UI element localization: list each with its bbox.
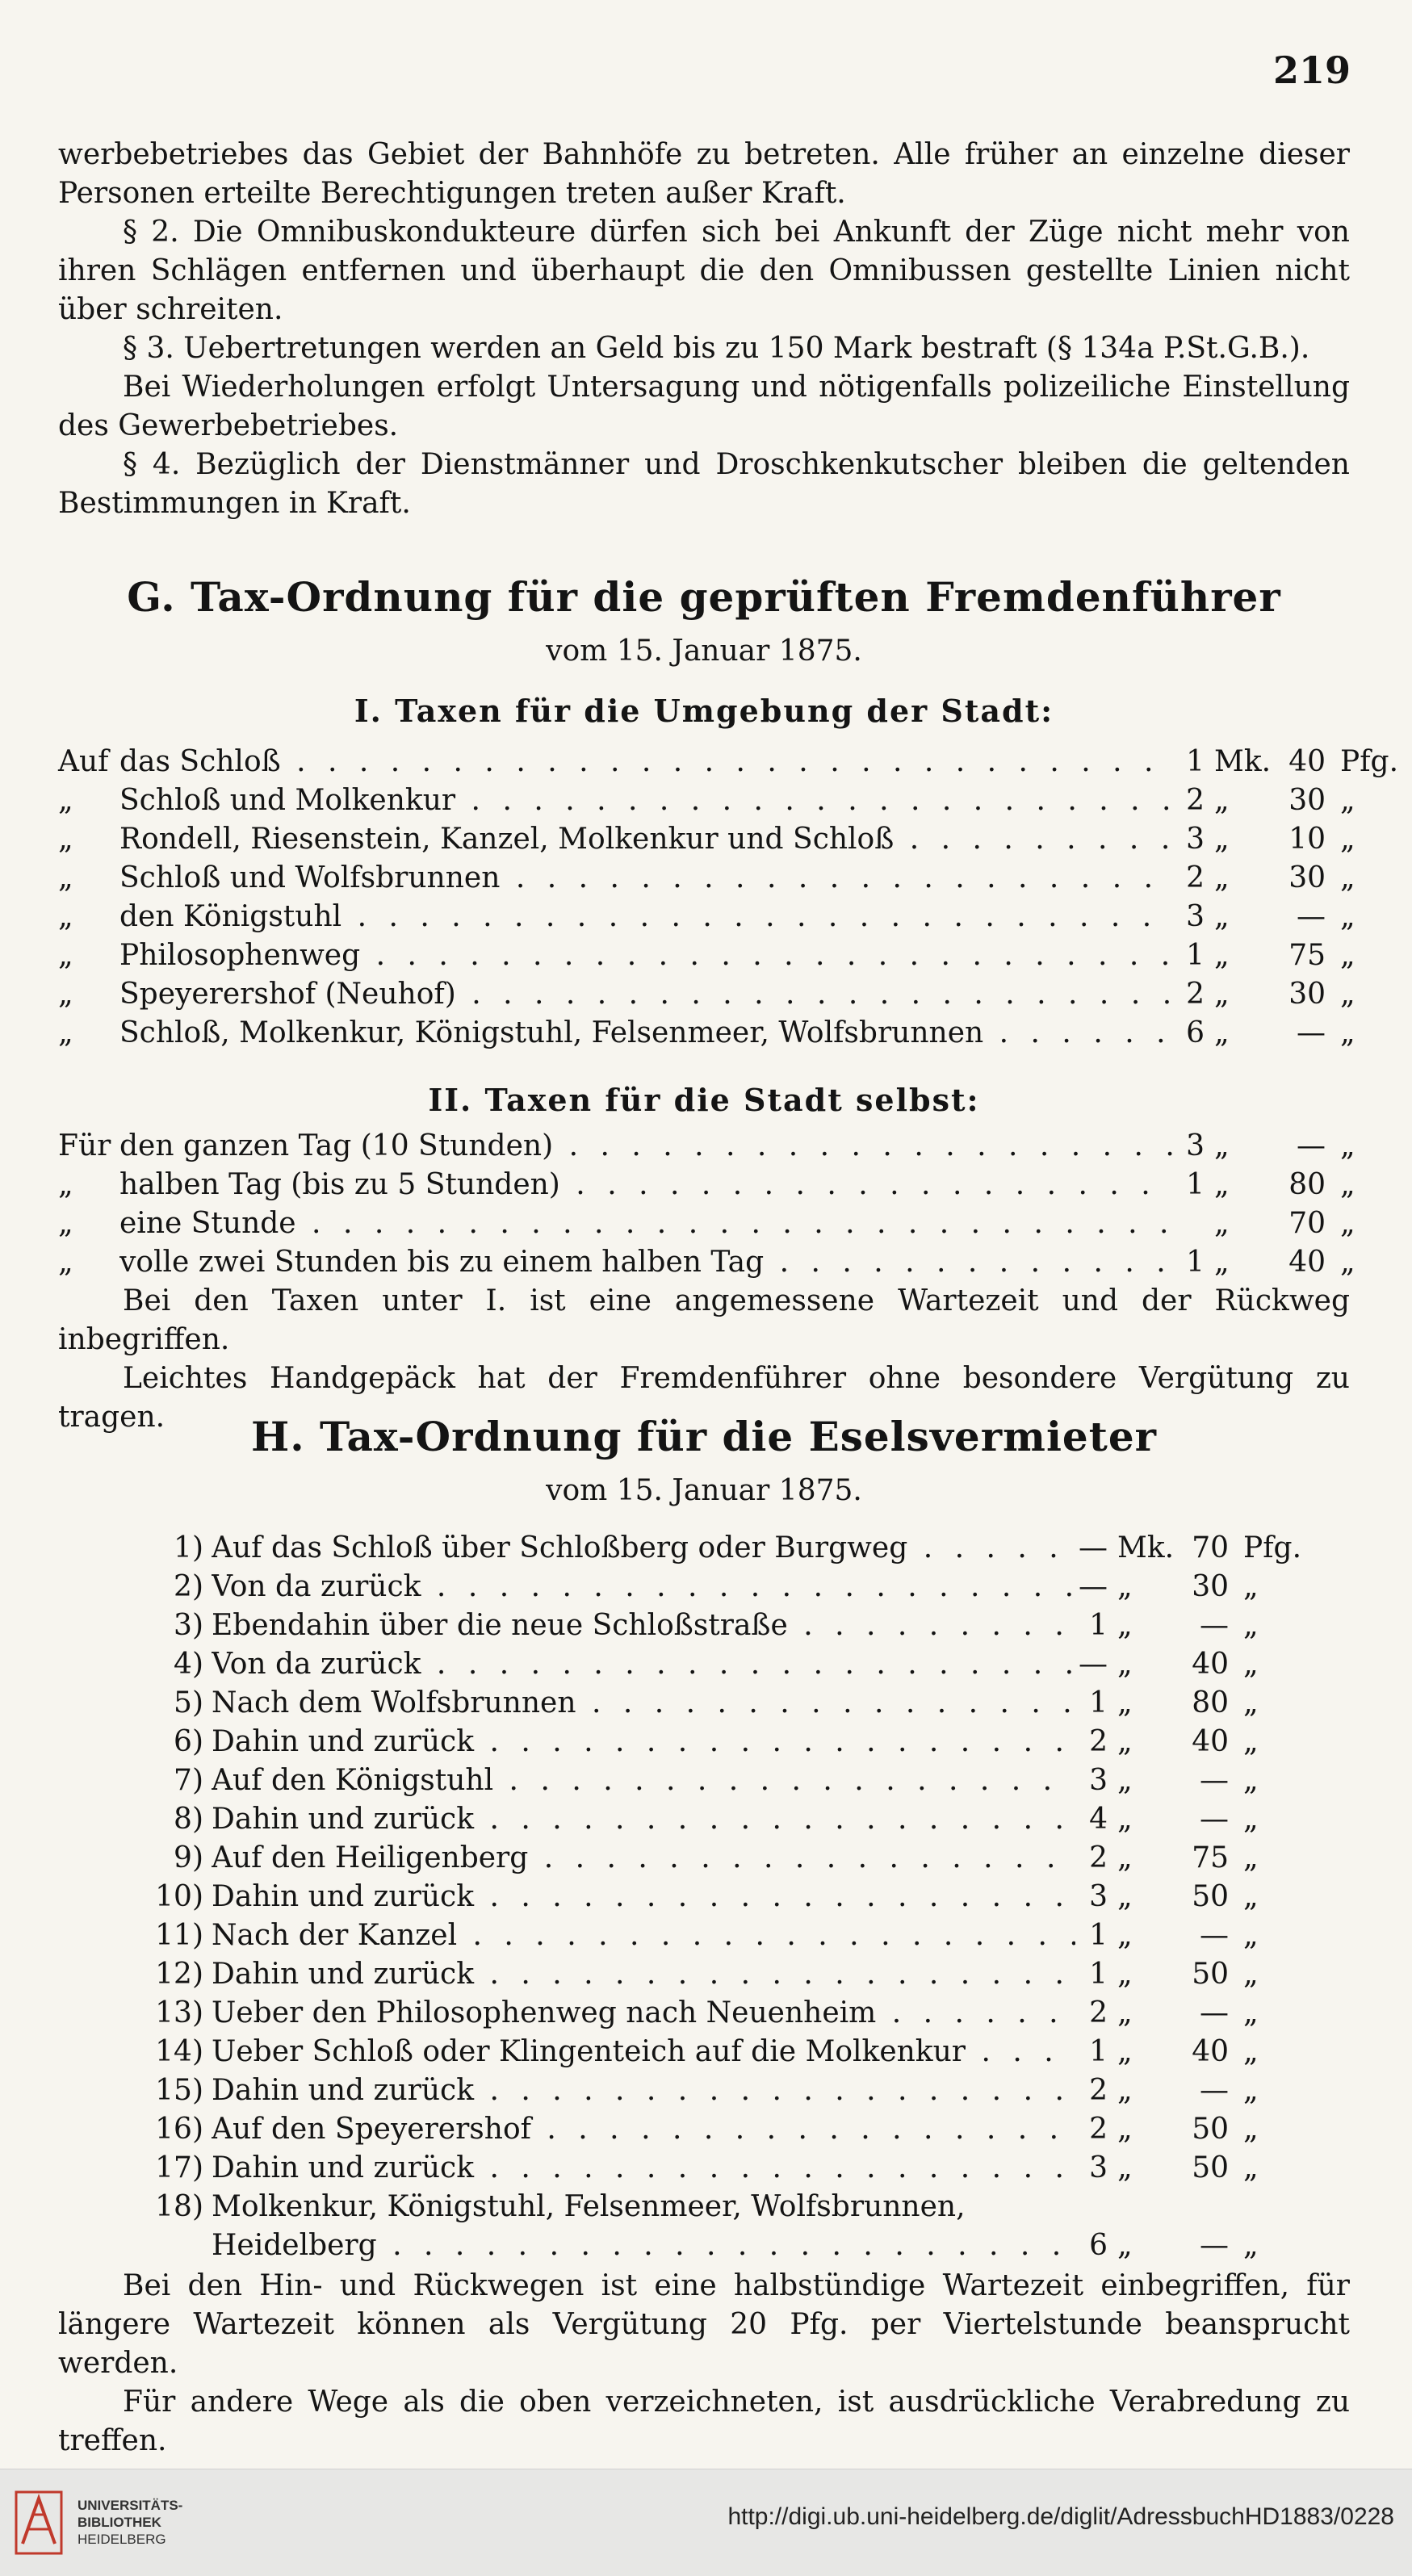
pfennig-value: 30 — [1288, 861, 1326, 894]
price-row — [58, 1606, 1358, 1645]
row-label: Philosophenweg . . . — [119, 936, 1172, 975]
mark-value: 1 — [1186, 1246, 1205, 1279]
pfennig-unit: „ — [1340, 1207, 1355, 1240]
mark-value: 3 — [1089, 1764, 1108, 1797]
price-row — [58, 1916, 1358, 1955]
row-label: Ebendahin über die neue Schloßstraße . . . — [212, 1606, 1075, 1645]
library-line-3: HEIDELBERG — [78, 2532, 166, 2547]
pfennig-unit: „ — [1340, 1016, 1355, 1049]
row-label: Auf das Schloß über Schloßberg oder Burgweg . . . — [212, 1529, 1075, 1568]
row-prefix: 9) — [174, 1841, 203, 1874]
pfennig-value: 80 — [1288, 1168, 1326, 1201]
pfennig-unit: „ — [1340, 939, 1355, 972]
price-row — [58, 859, 1358, 898]
mark-value: — — [1079, 1531, 1108, 1564]
price-row — [58, 1761, 1358, 1800]
price-row — [58, 1723, 1358, 1761]
row-prefix: 3) — [174, 1609, 203, 1642]
pfennig-value: 75 — [1192, 1841, 1229, 1874]
price-row — [58, 2071, 1358, 2110]
price-row — [58, 1568, 1358, 1606]
row-label: Rondell, Riesenstein, Kanzel, Molkenkur und Schloß . . . — [119, 820, 1172, 859]
mark-unit: „ — [1214, 1168, 1230, 1201]
row-label: Dahin und zurück . . . — [212, 1723, 1075, 1761]
mark-unit: „ — [1117, 1609, 1133, 1642]
intro-paragraph: Bei Wiederholungen erfolgt Untersagung und nötigenfalls polizeiliche Einstellung des Gewerbebetriebes. — [58, 371, 1350, 442]
mark-value: 2 — [1186, 978, 1205, 1011]
row-label: volle zwei Stunden bis zu einem halben Tag . . . — [119, 1243, 1172, 1282]
mark-unit: „ — [1117, 2113, 1133, 2146]
row-prefix: Auf — [58, 745, 109, 778]
pfennig-unit: „ — [1243, 2229, 1259, 2262]
mark-value: 1 — [1089, 1958, 1108, 1991]
pfennig-unit: „ — [1340, 978, 1355, 1011]
row-label: Dahin und zurück . . . — [212, 2149, 1075, 2188]
row-label: Dahin und zurück . . . — [212, 1800, 1075, 1839]
mark-unit: Mk. — [1214, 745, 1272, 778]
mark-value: 2 — [1089, 1841, 1108, 1874]
library-line-1: UNIVERSITÄTS- — [78, 2498, 183, 2513]
row-prefix: 11) — [155, 1919, 203, 1952]
row-label: den ganzen Tag (10 Stunden) . . . — [119, 1127, 1172, 1166]
source-url-link[interactable]: http://digi.ub.uni-heidelberg.de/diglit/AdressbuchHD1883/0228 — [727, 2503, 1394, 2530]
pfennig-value: — — [1200, 1764, 1229, 1797]
mark-value: 3 — [1089, 1880, 1108, 1913]
row-label: Nach der Kanzel . . . — [212, 1916, 1075, 1955]
row-prefix: „ — [58, 900, 73, 933]
price-row — [58, 1839, 1358, 1878]
row-label: Dahin und zurück . . . — [212, 1955, 1075, 1994]
row-label: das Schloß . . . — [119, 743, 1172, 781]
price-row — [58, 975, 1358, 1014]
row-prefix: „ — [58, 939, 73, 972]
mark-value: 3 — [1186, 1129, 1205, 1162]
mark-unit: „ — [1214, 861, 1230, 894]
pfennig-value: 40 — [1192, 1648, 1229, 1681]
mark-unit: „ — [1214, 1207, 1230, 1240]
row-label: Schloß und Molkenkur . . . — [119, 781, 1172, 820]
row-prefix: 2) — [174, 1570, 203, 1603]
row-prefix: 6) — [174, 1725, 203, 1758]
row-prefix: „ — [58, 823, 73, 856]
row-prefix: Für — [58, 1129, 111, 1162]
library-name — [78, 2497, 182, 2548]
pfennig-value: 50 — [1192, 1958, 1229, 1991]
price-row — [58, 1014, 1358, 1053]
intro-paragraph: § 3. Uebertretungen werden an Geld bis zu 150 Mark bestraft (§ 134a P.St.G.B.). — [123, 332, 1310, 365]
mark-value: 1 — [1089, 2035, 1108, 2068]
pfennig-unit: „ — [1340, 823, 1355, 856]
pfennig-value: — — [1297, 900, 1326, 933]
pfennig-value: — — [1200, 2074, 1229, 2107]
row-label: halben Tag (bis zu 5 Stunden) . . . — [119, 1166, 1172, 1204]
mark-value: 3 — [1186, 900, 1205, 933]
mark-unit: „ — [1214, 823, 1230, 856]
intro-paragraph: werbebetriebes das Gebiet der Bahnhöfe zu betreten. Alle früher an einzelne dieser Personen erteilte Berechtigungen treten außer Kraft. — [58, 138, 1350, 210]
mark-value: 3 — [1089, 2151, 1108, 2184]
pfennig-unit: „ — [1340, 900, 1355, 933]
row-label: Auf den Speyerershof . . . — [212, 2110, 1075, 2149]
row-prefix: 16) — [155, 2113, 203, 2146]
pfennig-unit: „ — [1340, 1246, 1355, 1279]
pfennig-unit: „ — [1243, 2035, 1259, 2068]
note-paragraph: Leichtes Handgepäck hat der Fremdenführer ohne besondere Vergütung zu tragen. — [58, 1362, 1350, 1434]
pfennig-value: — — [1200, 1996, 1229, 2029]
pfennig-unit: Pfg. — [1340, 745, 1399, 778]
row-prefix: 7) — [174, 1764, 203, 1797]
mark-value: 4 — [1089, 1803, 1108, 1836]
pfennig-unit: „ — [1243, 2113, 1259, 2146]
price-row — [58, 1529, 1358, 1568]
mark-value: — — [1079, 1570, 1108, 1603]
mark-unit: „ — [1117, 2151, 1133, 2184]
price-row — [58, 1800, 1358, 1839]
mark-unit: „ — [1117, 1996, 1133, 2029]
library-line-2: BIBLIOTHEK — [78, 2515, 161, 2530]
pfennig-value: 40 — [1288, 1246, 1326, 1279]
mark-unit: „ — [1117, 1570, 1133, 1603]
pfennig-unit: „ — [1243, 1841, 1259, 1874]
pfennig-unit: „ — [1243, 1880, 1259, 1913]
pfennig-unit: „ — [1243, 1996, 1259, 2029]
price-row — [58, 1645, 1358, 1684]
mark-value: 3 — [1186, 823, 1205, 856]
pfennig-unit: „ — [1243, 1919, 1259, 1952]
mark-unit: „ — [1117, 1764, 1133, 1797]
note-paragraph: Für andere Wege als die oben verzeichneten, ist ausdrückliche Verabredung zu treffen. — [58, 2385, 1350, 2457]
price-row — [58, 1994, 1358, 2033]
mark-value: 1 — [1089, 1609, 1108, 1642]
price-row — [58, 1955, 1358, 1994]
section-g-part1-heading: I. Taxen für die Umgebung der Stadt: — [354, 693, 1054, 729]
pfennig-unit: „ — [1340, 784, 1355, 817]
mark-unit: „ — [1214, 978, 1230, 1011]
mark-value: 2 — [1186, 784, 1205, 817]
mark-unit: „ — [1214, 900, 1230, 933]
row-prefix: 18) — [155, 2190, 203, 2223]
pfennig-unit: „ — [1243, 1648, 1259, 1681]
mark-value: 2 — [1186, 861, 1205, 894]
row-label: Ueber Schloß oder Klingenteich auf die Molkenkur . . . — [212, 2033, 1075, 2071]
row-prefix: „ — [58, 1168, 73, 1201]
section-h-notes — [58, 2267, 1350, 2461]
intro-paragraph: § 4. Bezüglich der Dienstmänner und Droschkenkutscher bleiben die geltenden Bestimmungen in Kraft. — [58, 448, 1350, 520]
pfennig-value: 30 — [1288, 784, 1326, 817]
row-prefix: 4) — [174, 1648, 203, 1681]
pfennig-value: — — [1200, 1919, 1229, 1952]
pfennig-unit: „ — [1243, 2074, 1259, 2107]
mark-unit: „ — [1214, 939, 1230, 972]
intro-paragraph: § 2. Die Omnibuskondukteure dürfen sich bei Ankunft der Züge nicht mehr von ihren Schlägen entfernen und überhaupt die den Omnibussen gestellte Linien nicht über schreiten. — [58, 216, 1350, 326]
row-label: Auf den Königstuhl . . . — [212, 1761, 1075, 1800]
mark-value: 2 — [1089, 1725, 1108, 1758]
price-row — [58, 898, 1358, 936]
pfennig-unit: „ — [1243, 1958, 1259, 1991]
row-label: Molkenkur, Königstuhl, Felsenmeer, Wolfsbrunnen, — [212, 2190, 966, 2223]
pfennig-unit: „ — [1243, 1686, 1259, 1719]
row-label: Dahin und zurück . . . — [212, 2071, 1075, 2110]
pfennig-unit: Pfg. — [1243, 1531, 1302, 1564]
mark-unit: „ — [1117, 1958, 1133, 1991]
pfennig-value: 70 — [1192, 1531, 1229, 1564]
mark-value: 1 — [1186, 745, 1205, 778]
row-label: Auf den Heiligenberg . . . — [212, 1839, 1075, 1878]
mark-unit: „ — [1117, 1686, 1133, 1719]
mark-unit: Mk. — [1117, 1531, 1175, 1564]
row-prefix: 13) — [155, 1996, 203, 2029]
row-label: Nach dem Wolfsbrunnen . . . — [212, 1684, 1075, 1723]
row-prefix: 8) — [174, 1803, 203, 1836]
pfennig-value: — — [1297, 1129, 1326, 1162]
row-prefix: 5) — [174, 1686, 203, 1719]
mark-unit: „ — [1117, 1648, 1133, 1681]
section-h-title: H. Tax-Ordnung für die Eselsvermieter — [250, 1413, 1157, 1460]
mark-unit: „ — [1117, 2229, 1133, 2262]
row-label: Schloß und Wolfsbrunnen . . . — [119, 859, 1172, 898]
pfennig-value: — — [1297, 1016, 1326, 1049]
section-g-part2-heading: II. Taxen für die Stadt selbst: — [428, 1082, 980, 1118]
mark-value: 2 — [1089, 2074, 1108, 2107]
pfennig-unit: „ — [1340, 1168, 1355, 1201]
pfennig-value: 50 — [1192, 2113, 1229, 2146]
pfennig-value: 10 — [1288, 823, 1326, 856]
row-label: Schloß, Molkenkur, Königstuhl, Felsenmeer, Wolfsbrunnen . . . — [119, 1014, 1172, 1053]
mark-unit: „ — [1117, 2035, 1133, 2068]
pfennig-unit: „ — [1243, 1803, 1259, 1836]
row-prefix: 10) — [155, 1880, 203, 1913]
pfennig-value: 50 — [1192, 1880, 1229, 1913]
mark-unit: „ — [1117, 2074, 1133, 2107]
pfennig-value: 50 — [1192, 2151, 1229, 2184]
price-row — [58, 820, 1358, 859]
section-g-title: G. Tax-Ordnung für die geprüften Fremdenführer — [127, 573, 1281, 621]
note-paragraph: Bei den Taxen unter I. ist eine angemessene Wartezeit und der Rückweg inbegriffen. — [58, 1284, 1350, 1356]
row-prefix: „ — [58, 1207, 73, 1240]
mark-unit: „ — [1214, 1246, 1230, 1279]
pfennig-value: 40 — [1288, 745, 1326, 778]
price-row — [58, 1243, 1358, 1282]
pfennig-unit: „ — [1243, 1570, 1259, 1603]
pfennig-value: 40 — [1192, 1725, 1229, 1758]
price-row — [58, 936, 1358, 975]
row-prefix: 1) — [174, 1531, 203, 1564]
pfennig-value: 80 — [1192, 1686, 1229, 1719]
row-prefix: 14) — [155, 2035, 203, 2068]
pfennig-unit: „ — [1243, 2151, 1259, 2184]
mark-unit: „ — [1214, 784, 1230, 817]
mark-unit: „ — [1117, 1880, 1133, 1913]
pfennig-value: 70 — [1288, 1207, 1326, 1240]
mark-value: — — [1079, 1648, 1108, 1681]
pfennig-unit: „ — [1243, 1725, 1259, 1758]
price-row — [58, 743, 1399, 781]
price-row — [58, 1127, 1358, 1166]
price-row — [58, 2188, 1358, 2226]
section-g-date: vom 15. Januar 1875. — [546, 635, 862, 668]
mark-unit: „ — [1117, 1725, 1133, 1758]
row-label: Von da zurück . . . — [212, 1568, 1075, 1606]
note-paragraph: Bei den Hin- und Rückwegen ist eine halbstündige Wartezeit einbegriffen, für längere Wartezeit können als Vergütung 20 Pfg. per Viertelstunde beansprucht werden. — [58, 2269, 1350, 2380]
library-logo-icon — [15, 2487, 68, 2558]
row-prefix: 15) — [155, 2074, 203, 2107]
row-prefix: „ — [58, 784, 73, 817]
price-row — [58, 1166, 1358, 1204]
row-prefix: „ — [58, 1246, 73, 1279]
mark-unit: „ — [1117, 1841, 1133, 1874]
mark-value: 6 — [1089, 2229, 1108, 2262]
pfennig-unit: „ — [1243, 1609, 1259, 1642]
pfennig-value: — — [1200, 1609, 1229, 1642]
mark-unit: „ — [1117, 1803, 1133, 1836]
row-label: den Königstuhl . . . — [119, 898, 1172, 936]
price-row — [58, 2033, 1358, 2071]
section-h-date: vom 15. Januar 1875. — [546, 1474, 862, 1507]
price-row — [58, 2149, 1358, 2188]
mark-value: 1 — [1186, 1168, 1205, 1201]
row-label: eine Stunde . . . — [119, 1204, 1172, 1243]
mark-value: 1 — [1089, 1686, 1108, 1719]
row-prefix: „ — [58, 1016, 73, 1049]
mark-value: 6 — [1186, 1016, 1205, 1049]
price-row — [58, 781, 1358, 820]
mark-unit: „ — [1214, 1129, 1230, 1162]
footer-bar — [0, 2469, 1412, 2576]
price-row — [58, 2226, 1358, 2265]
pfennig-unit: „ — [1340, 1129, 1355, 1162]
section-g-part1-table — [58, 743, 1399, 1053]
price-row — [58, 1204, 1358, 1243]
pfennig-value: 30 — [1288, 978, 1326, 1011]
mark-value: 1 — [1186, 939, 1205, 972]
row-prefix: 17) — [155, 2151, 203, 2184]
page-number: 219 — [1272, 48, 1351, 92]
row-prefix: „ — [58, 861, 73, 894]
pfennig-unit: „ — [1340, 861, 1355, 894]
row-label: Von da zurück . . . — [212, 1645, 1075, 1684]
mark-unit: „ — [1214, 1016, 1230, 1049]
pfennig-value: 40 — [1192, 2035, 1229, 2068]
intro-text — [58, 136, 1350, 523]
mark-value: 2 — [1089, 2113, 1108, 2146]
pfennig-value: 75 — [1288, 939, 1326, 972]
mark-value: 1 — [1089, 1919, 1108, 1952]
price-row — [58, 1684, 1358, 1723]
row-prefix: „ — [58, 978, 73, 1011]
pfennig-value: — — [1200, 1803, 1229, 1836]
section-h-table — [58, 1529, 1358, 2265]
pfennig-value: 30 — [1192, 1570, 1229, 1603]
price-row — [58, 1878, 1358, 1916]
row-label: Ueber den Philosophenweg nach Neuenheim . . . — [212, 1994, 1075, 2033]
section-g-part2-table — [58, 1127, 1358, 1282]
row-label: Dahin und zurück . . . — [212, 1878, 1075, 1916]
row-label: Speyerershof (Neuhof) . . . — [119, 975, 1172, 1014]
row-prefix: 12) — [155, 1958, 203, 1991]
price-row — [58, 2110, 1358, 2149]
row-label: Heidelberg . . . — [212, 2226, 1075, 2265]
mark-unit: „ — [1117, 1919, 1133, 1952]
pfennig-value: — — [1200, 2229, 1229, 2262]
pfennig-unit: „ — [1243, 1764, 1259, 1797]
mark-value: 2 — [1089, 1996, 1108, 2029]
